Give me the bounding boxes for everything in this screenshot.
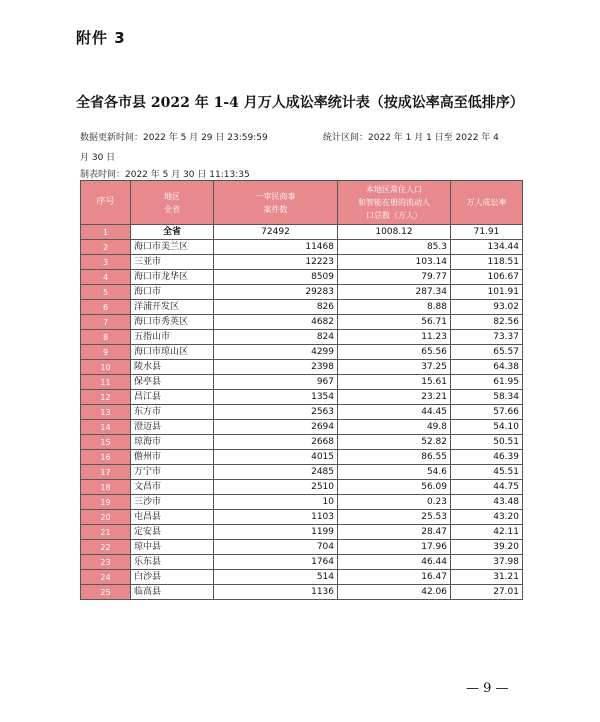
cell-rate: 45.51 — [451, 465, 523, 480]
cell-rate: 31.21 — [451, 570, 523, 585]
header-region-line2: 全省 — [164, 204, 180, 214]
table-row — [81, 390, 523, 405]
cell-region: 三亚市 — [131, 255, 214, 270]
header-pop-line3: 口总数（万人） — [366, 211, 422, 220]
cell-seq: 8 — [81, 330, 131, 345]
cell-cases: 12223 — [214, 255, 338, 270]
table-row — [81, 495, 523, 510]
cell-seq: 21 — [81, 525, 131, 540]
cell-seq: 4 — [81, 270, 131, 285]
cell-population: 16.47 — [338, 570, 451, 585]
cell-region: 屯昌县 — [131, 510, 214, 525]
cell-cases: 2668 — [214, 435, 338, 450]
cell-rate: 46.39 — [451, 450, 523, 465]
table-row — [81, 375, 523, 390]
cell-cases: 2398 — [214, 360, 338, 375]
table-row — [81, 360, 523, 375]
cell-region: 三沙市 — [131, 495, 214, 510]
header-pop-line1: 本地区常住人口 — [366, 185, 422, 194]
cell-rate: 57.66 — [451, 405, 523, 420]
cell-cases: 824 — [214, 330, 338, 345]
cell-region: 保亭县 — [131, 375, 214, 390]
header-cases — [214, 181, 338, 225]
header-cases-line2: 案件数 — [263, 204, 288, 214]
cell-population: 11.23 — [338, 330, 451, 345]
cell-seq: 16 — [81, 450, 131, 465]
cell-region: 文昌市 — [131, 480, 214, 495]
table-row — [81, 345, 523, 360]
cell-seq: 10 — [81, 360, 131, 375]
table-row — [81, 480, 523, 495]
cell-cases: 29283 — [214, 285, 338, 300]
cell-region: 琼中县 — [131, 540, 214, 555]
document-title: 全省各市县 2022 年 1-4 月万人成讼率统计表（按成讼率高至低排序） — [76, 95, 524, 111]
table-body — [81, 225, 523, 600]
cell-population: 25.53 — [338, 510, 451, 525]
cell-rate: 43.20 — [451, 510, 523, 525]
update-time: 数据更新时间：2022 年 5 月 29 日 23:59:59 — [80, 133, 268, 143]
cell-region: 海口市琼山区 — [131, 345, 214, 360]
made-time: 制表时间：2022 年 5 月 30 日 11:13:35 — [80, 170, 250, 180]
cell-seq: 12 — [81, 390, 131, 405]
cell-population: 17.96 — [338, 540, 451, 555]
cell-region: 海口市 — [131, 285, 214, 300]
cell-cases: 2510 — [214, 480, 338, 495]
cell-cases: 11468 — [214, 240, 338, 255]
cell-seq: 14 — [81, 420, 131, 435]
cell-rate: 65.57 — [451, 345, 523, 360]
cell-rate: 50.51 — [451, 435, 523, 450]
stat-range-continued: 月 30 日 — [80, 153, 116, 163]
cell-rate: 73.37 — [451, 330, 523, 345]
cell-seq: 24 — [81, 570, 131, 585]
cell-region: 海口市美兰区 — [131, 240, 214, 255]
cell-cases: 4015 — [214, 450, 338, 465]
cell-cases: 704 — [214, 540, 338, 555]
table-row — [81, 570, 523, 585]
cell-population: 52.82 — [338, 435, 451, 450]
cell-seq: 15 — [81, 435, 131, 450]
table-row — [81, 225, 523, 240]
header-rate-label: 万人成讼率 — [466, 198, 507, 207]
table-row — [81, 465, 523, 480]
cell-region: 琼海市 — [131, 435, 214, 450]
table-row — [81, 330, 523, 345]
table-row — [81, 405, 523, 420]
cell-cases: 10 — [214, 495, 338, 510]
cell-region: 万宁市 — [131, 465, 214, 480]
cell-cases: 2694 — [214, 420, 338, 435]
stats-table — [80, 180, 523, 600]
cell-seq: 18 — [81, 480, 131, 495]
cell-cases: 2485 — [214, 465, 338, 480]
header-seq — [81, 181, 131, 225]
cell-region: 东方市 — [131, 405, 214, 420]
cell-seq: 19 — [81, 495, 131, 510]
cell-seq: 3 — [81, 255, 131, 270]
cell-region: 乐东县 — [131, 555, 214, 570]
cell-rate: 134.44 — [451, 240, 523, 255]
cell-rate: 39.20 — [451, 540, 523, 555]
cell-seq: 6 — [81, 300, 131, 315]
cell-rate: 43.48 — [451, 495, 523, 510]
cell-seq: 25 — [81, 585, 131, 600]
cell-seq: 22 — [81, 540, 131, 555]
cell-cases: 1103 — [214, 510, 338, 525]
header-region-line1: 地区 — [164, 191, 180, 201]
header-cases-line1: 一审民商事 — [255, 191, 296, 201]
cell-rate: 64.38 — [451, 360, 523, 375]
cell-population: 56.71 — [338, 315, 451, 330]
cell-region: 白沙县 — [131, 570, 214, 585]
cell-population: 42.06 — [338, 585, 451, 600]
meta-line-1 — [80, 130, 499, 143]
cell-rate: 54.10 — [451, 420, 523, 435]
cell-cases: 1199 — [214, 525, 338, 540]
table-row — [81, 555, 523, 570]
cell-population: 85.3 — [338, 240, 451, 255]
table-row — [81, 420, 523, 435]
cell-population: 1008.12 — [338, 225, 451, 240]
cell-rate: 37.98 — [451, 555, 523, 570]
cell-rate: 27.01 — [451, 585, 523, 600]
cell-cases: 514 — [214, 570, 338, 585]
table-row — [81, 510, 523, 525]
cell-cases: 4682 — [214, 315, 338, 330]
table-row — [81, 270, 523, 285]
cell-population: 56.09 — [338, 480, 451, 495]
table-header-row — [81, 181, 523, 225]
cell-population: 65.56 — [338, 345, 451, 360]
cell-rate: 93.02 — [451, 300, 523, 315]
cell-region: 昌江县 — [131, 390, 214, 405]
cell-rate: 118.51 — [451, 255, 523, 270]
cell-rate: 58.34 — [451, 390, 523, 405]
cell-region: 海口市秀英区 — [131, 315, 214, 330]
table-row — [81, 285, 523, 300]
cell-seq: 20 — [81, 510, 131, 525]
cell-seq: 23 — [81, 555, 131, 570]
table-row — [81, 585, 523, 600]
cell-rate: 82.56 — [451, 315, 523, 330]
cell-population: 54.6 — [338, 465, 451, 480]
cell-region: 洋浦开发区 — [131, 300, 214, 315]
cell-rate: 71.91 — [451, 225, 523, 240]
cell-cases: 1764 — [214, 555, 338, 570]
cell-cases: 967 — [214, 375, 338, 390]
cell-seq: 11 — [81, 375, 131, 390]
cell-population: 79.77 — [338, 270, 451, 285]
cell-seq: 17 — [81, 465, 131, 480]
header-population — [338, 181, 451, 225]
cell-region: 陵水县 — [131, 360, 214, 375]
cell-region: 五指山市 — [131, 330, 214, 345]
cell-population: 15.61 — [338, 375, 451, 390]
cell-rate: 61.95 — [451, 375, 523, 390]
cell-cases: 1136 — [214, 585, 338, 600]
table-row — [81, 435, 523, 450]
cell-region: 海口市龙华区 — [131, 270, 214, 285]
cell-cases: 4299 — [214, 345, 338, 360]
cell-seq: 1 — [81, 225, 131, 240]
table-row — [81, 525, 523, 540]
cell-population: 23.21 — [338, 390, 451, 405]
page-number: — 9 — — [466, 681, 509, 696]
cell-population: 28.47 — [338, 525, 451, 540]
cell-seq: 2 — [81, 240, 131, 255]
table-row — [81, 300, 523, 315]
cell-rate: 106.67 — [451, 270, 523, 285]
cell-region: 临高县 — [131, 585, 214, 600]
cell-rate: 42.11 — [451, 525, 523, 540]
cell-cases: 72492 — [214, 225, 338, 240]
cell-population: 37.25 — [338, 360, 451, 375]
cell-population: 86.55 — [338, 450, 451, 465]
cell-population: 46.44 — [338, 555, 451, 570]
table-row — [81, 540, 523, 555]
cell-rate: 101.91 — [451, 285, 523, 300]
cell-cases: 2563 — [214, 405, 338, 420]
table-row — [81, 450, 523, 465]
cell-seq: 5 — [81, 285, 131, 300]
cell-population: 49.8 — [338, 420, 451, 435]
cell-region: 澄迈县 — [131, 420, 214, 435]
header-pop-line2: 和智能在册的流动人 — [358, 198, 430, 207]
cell-cases: 826 — [214, 300, 338, 315]
cell-population: 287.34 — [338, 285, 451, 300]
cell-rate: 44.75 — [451, 480, 523, 495]
header-region — [131, 181, 214, 225]
cell-region: 定安县 — [131, 525, 214, 540]
cell-population: 0.23 — [338, 495, 451, 510]
cell-seq: 13 — [81, 405, 131, 420]
attachment-label: 附件 3 — [76, 29, 126, 47]
cell-population: 8.88 — [338, 300, 451, 315]
table-row — [81, 255, 523, 270]
stat-range: 统计区间：2022 年 1 月 1 日至 2022 年 4 — [323, 133, 499, 143]
cell-seq: 7 — [81, 315, 131, 330]
cell-cases: 1354 — [214, 390, 338, 405]
cell-cases: 8509 — [214, 270, 338, 285]
table-row — [81, 240, 523, 255]
header-seq-label: 序号 — [96, 197, 115, 207]
cell-region: 全省 — [131, 225, 214, 240]
header-rate — [451, 181, 523, 225]
cell-population: 103.14 — [338, 255, 451, 270]
cell-population: 44.45 — [338, 405, 451, 420]
cell-seq: 9 — [81, 345, 131, 360]
table-row — [81, 315, 523, 330]
cell-region: 儋州市 — [131, 450, 214, 465]
